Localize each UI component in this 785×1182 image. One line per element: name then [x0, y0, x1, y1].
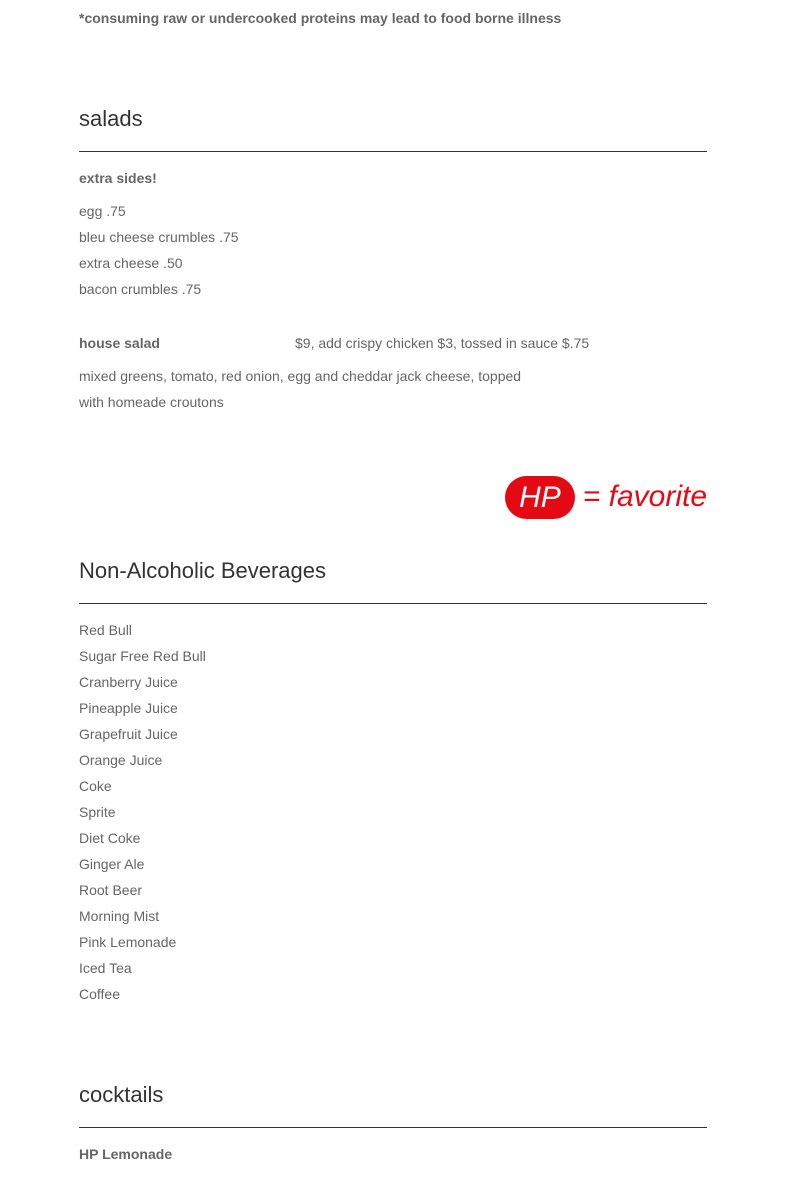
extra-sides-heading: extra sides! — [79, 170, 157, 186]
salads-heading: salads — [79, 106, 143, 131]
house-salad-description — [79, 363, 569, 415]
list-item: Cranberry Juice — [79, 674, 178, 690]
list-item: Root Beer — [79, 882, 143, 898]
description-line: mixed greens, tomato, red onion, egg and cheddar jack cheese, topped — [79, 368, 522, 384]
cocktail-item-name: HP Lemonade — [79, 1146, 173, 1162]
list-item: Pineapple Juice — [79, 700, 178, 716]
list-item: Morning Mist — [79, 908, 160, 924]
list-item: Iced Tea — [79, 960, 132, 976]
list-item: Orange Juice — [79, 752, 163, 768]
list-item: Grapefruit Juice — [79, 726, 178, 742]
house-salad-price: $9, add crispy chicken $3, tossed in sauce $.75 — [295, 335, 590, 351]
list-item: Coke — [79, 778, 112, 794]
hp-badge: HP — [505, 476, 575, 519]
list-item: Ginger Ale — [79, 856, 145, 872]
list-item: Sugar Free Red Bull — [79, 648, 206, 664]
beverages-list — [79, 617, 206, 1007]
favorite-legend — [505, 475, 707, 519]
food-safety-disclaimer: *consuming raw or undercooked proteins may lead to food borne illness — [79, 10, 562, 26]
list-item: egg .75 — [79, 203, 126, 219]
list-item: bacon crumbles .75 — [79, 281, 202, 297]
extra-sides-list — [79, 198, 239, 302]
beverages-heading: Non-Alcoholic Beverages — [79, 558, 327, 583]
list-item: Sprite — [79, 804, 116, 820]
house-salad-name: house salad — [79, 335, 160, 351]
list-item: Red Bull — [79, 622, 132, 638]
list-item: Diet Coke — [79, 830, 141, 846]
list-item: extra cheese .50 — [79, 255, 183, 271]
list-item: Pink Lemonade — [79, 934, 177, 950]
salads-divider — [79, 151, 707, 152]
list-item: bleu cheese crumbles .75 — [79, 229, 239, 245]
cocktails-heading: cocktails — [79, 1082, 164, 1107]
beverages-divider — [79, 603, 707, 604]
description-line: with homeade croutons — [79, 394, 224, 410]
legend-text: = favorite — [582, 480, 707, 513]
cocktails-divider — [79, 1127, 707, 1128]
list-item: Coffee — [79, 986, 120, 1002]
